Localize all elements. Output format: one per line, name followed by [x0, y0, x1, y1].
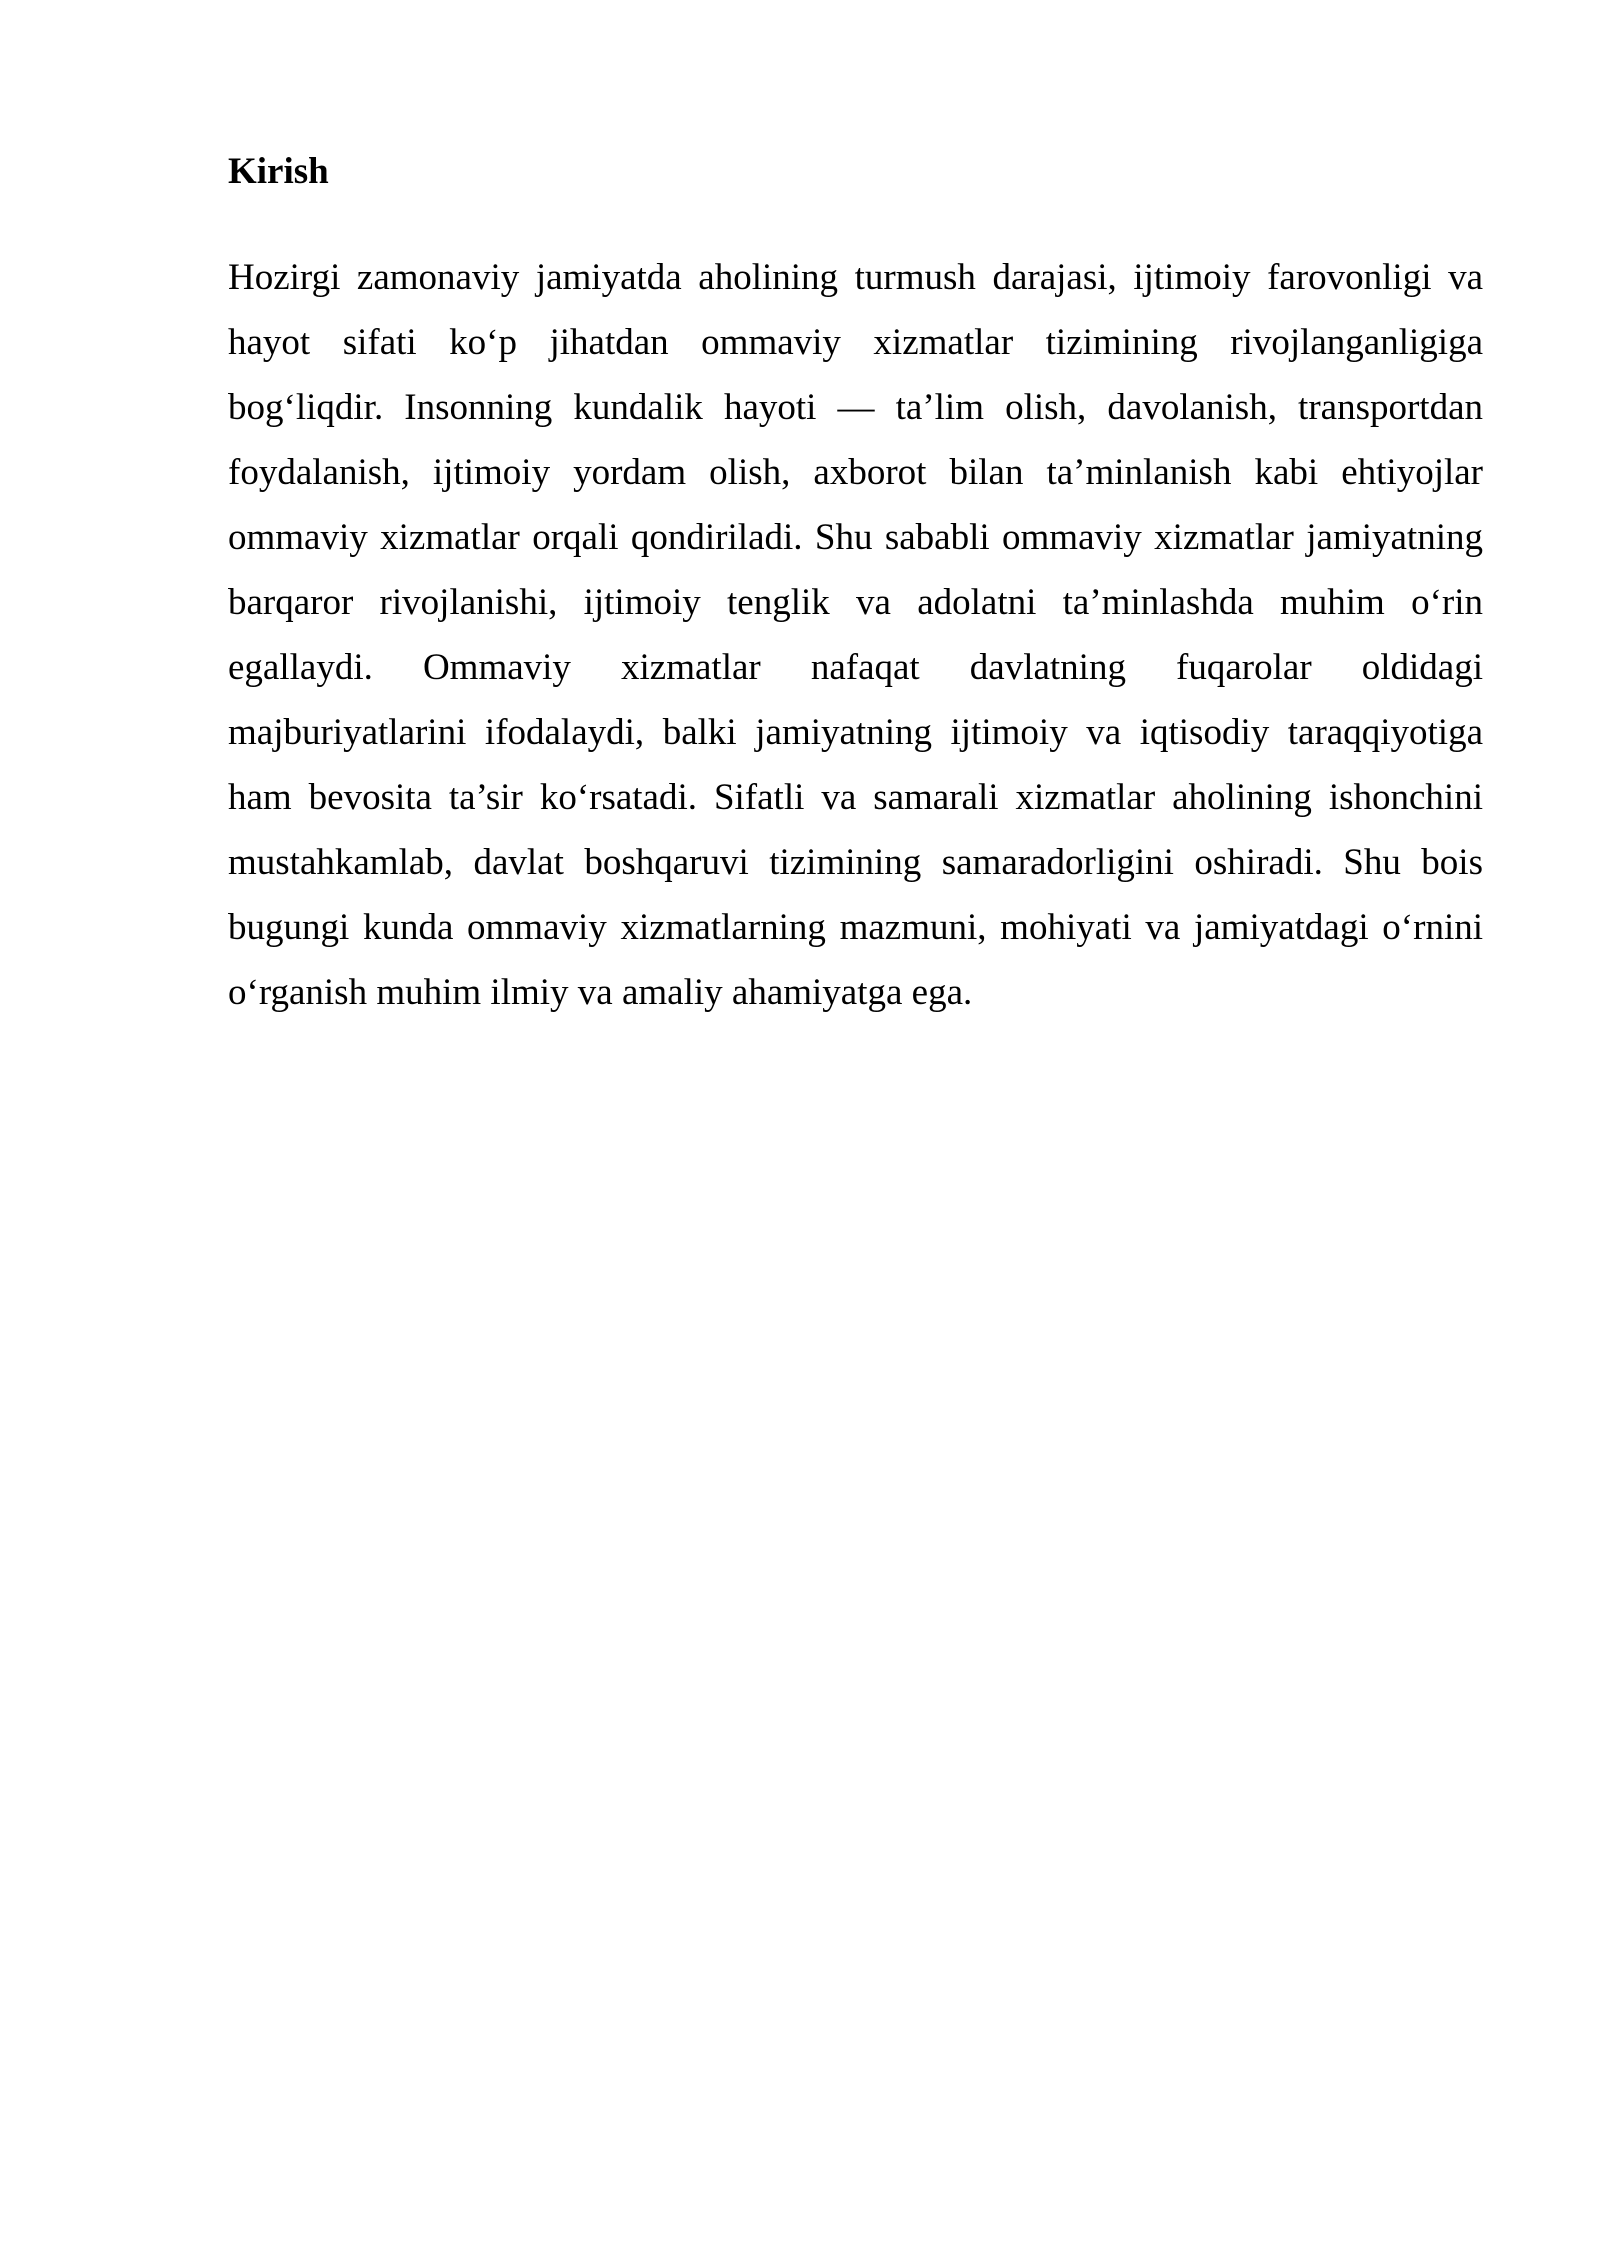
paragraph-line: mustahkamlab, davlat boshqaruvi tizimining samaradorligini oshiradi. Shu bois — [228, 842, 1483, 883]
paragraph-line: foydalanish, ijtimoiy yordam olish, axborot bilan ta’minlanish kabi ehtiyojlar — [228, 452, 1483, 493]
paragraph-line: bugungi kunda ommaviy xizmatlarning mazmuni, mohiyati va jamiyatdagi o‘rnini — [228, 907, 1483, 948]
paragraph-line: egallaydi. Ommaviy xizmatlar nafaqat davlatning fuqarolar oldidagi — [228, 647, 1483, 688]
paragraph-line: hayot sifati ko‘p jihatdan ommaviy xizmatlar tizimining rivojlanganligiga — [228, 322, 1483, 363]
paragraph-line: Hozirgi zamonaviy jamiyatda aholining turmush darajasi, ijtimoiy farovonligi va — [228, 257, 1483, 298]
paragraph-line: ham bevosita ta’sir ko‘rsatadi. Sifatli va samarali xizmatlar aholining ishonchini — [228, 777, 1483, 818]
intro-paragraph — [228, 245, 1483, 1025]
paragraph-line: majburiyatlarini ifodalaydi, balki jamiyatning ijtimoiy va iqtisodiy taraqqiyotiga — [228, 712, 1483, 753]
paragraph-line: bog‘liqdir. Insonning kundalik hayoti — ta’lim olish, davolanish, transportdan — [228, 387, 1483, 428]
paragraph-line: o‘rganish muhim ilmiy va amaliy ahamiyatga ega. — [228, 972, 973, 1013]
page-title: Kirish — [228, 151, 329, 192]
paragraph-line: ommaviy xizmatlar orqali qondiriladi. Shu sababli ommaviy xizmatlar jamiyatning — [228, 517, 1483, 558]
paragraph-line: barqaror rivojlanishi, ijtimoiy tenglik va adolatni ta’minlashda muhim o‘rin — [228, 582, 1483, 623]
